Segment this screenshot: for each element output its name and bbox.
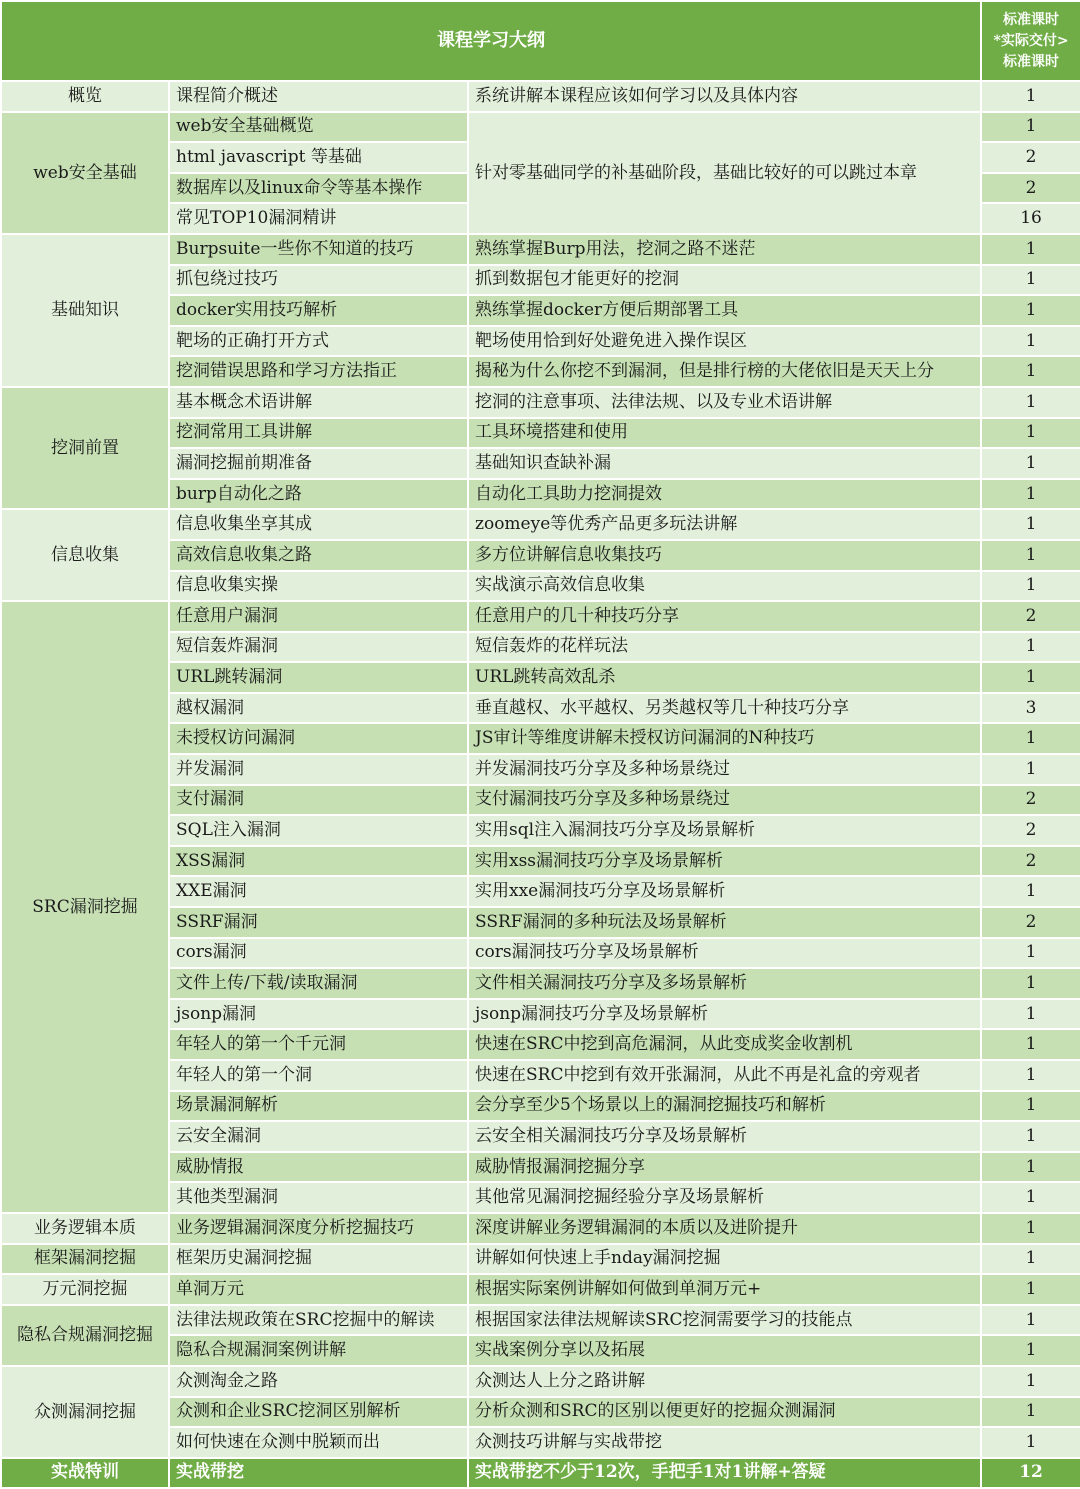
topic-cell: jsonp漏洞 bbox=[169, 999, 468, 1030]
hours-cell: 2 bbox=[981, 846, 1080, 877]
description-cell: 短信轰炸的花样玩法 bbox=[468, 632, 981, 663]
description-cell: 实用sql注入漏洞技巧分享及场景解析 bbox=[468, 815, 981, 846]
section-cell: 众测漏洞挖掘 bbox=[1, 1366, 169, 1458]
topic-cell: burp自动化之路 bbox=[169, 479, 468, 510]
topic-cell: 短信轰炸漏洞 bbox=[169, 632, 468, 663]
description-cell: 深度讲解业务逻辑漏洞的本质以及进阶提升 bbox=[468, 1213, 981, 1244]
hours-cell: 2 bbox=[981, 601, 1080, 632]
hours-cell: 1 bbox=[981, 571, 1080, 602]
description-cell: 众测达人上分之路讲解 bbox=[468, 1366, 981, 1397]
hours-header-line3: 标准课时 bbox=[1003, 53, 1060, 70]
topic-cell: 挖洞错误思路和学习方法指正 bbox=[169, 356, 468, 387]
description-cell: 实战演示高效信息收集 bbox=[468, 571, 981, 602]
topic-cell: 场景漏洞解析 bbox=[169, 1091, 468, 1122]
description-cell: 自动化工具助力挖洞提效 bbox=[468, 479, 981, 510]
hours-cell: 1 bbox=[981, 1182, 1080, 1213]
section-cell: 概览 bbox=[1, 81, 169, 112]
footer-desc: 实战带挖不少于12次，手把手1对1讲解+答疑 bbox=[468, 1458, 981, 1488]
hours-cell: 1 bbox=[981, 1152, 1080, 1183]
table-row bbox=[1, 234, 1080, 265]
description-cell: 系统讲解本课程应该如何学习以及具体内容 bbox=[468, 81, 981, 112]
description-cell: 分析众测和SRC的区别以便更好的挖掘众测漏洞 bbox=[468, 1397, 981, 1428]
hours-cell: 1 bbox=[981, 1121, 1080, 1152]
description-cell: 实战案例分享以及拓展 bbox=[468, 1335, 981, 1366]
topic-cell: docker实用技巧解析 bbox=[169, 295, 468, 326]
hours-cell: 1 bbox=[981, 723, 1080, 754]
description-cell: 熟练掌握Burp用法，挖洞之路不迷茫 bbox=[468, 234, 981, 265]
hours-cell: 1 bbox=[981, 1335, 1080, 1366]
table-row bbox=[1, 387, 1080, 418]
hours-cell: 2 bbox=[981, 815, 1080, 846]
description-cell: 靶场使用恰到好处避免进入操作误区 bbox=[468, 326, 981, 357]
hours-cell: 1 bbox=[981, 1244, 1080, 1275]
description-cell: 其他常见漏洞挖掘经验分享及场景解析 bbox=[468, 1182, 981, 1213]
topic-cell: 众测和企业SRC挖洞区别解析 bbox=[169, 1397, 468, 1428]
section-cell: 框架漏洞挖掘 bbox=[1, 1244, 169, 1275]
description-cell: 讲解如何快速上手nday漏洞挖掘 bbox=[468, 1244, 981, 1275]
description-cell: 支付漏洞技巧分享及多种场景绕过 bbox=[468, 785, 981, 816]
footer-row bbox=[1, 1458, 1080, 1488]
description-cell: 工具环境搭建和使用 bbox=[468, 418, 981, 449]
hours-cell: 1 bbox=[981, 1397, 1080, 1428]
table-row bbox=[1, 601, 1080, 632]
description-cell: 快速在SRC中挖到高危漏洞，从此变成奖金收割机 bbox=[468, 1029, 981, 1060]
hours-cell: 1 bbox=[981, 1213, 1080, 1244]
topic-cell: 漏洞挖掘前期准备 bbox=[169, 448, 468, 479]
topic-cell: 挖洞常用工具讲解 bbox=[169, 418, 468, 449]
table-row bbox=[1, 81, 1080, 112]
topic-cell: cors漏洞 bbox=[169, 938, 468, 969]
footer-topic: 实战带挖 bbox=[169, 1458, 468, 1488]
topic-cell: 信息收集坐享其成 bbox=[169, 509, 468, 540]
table-row bbox=[1, 1274, 1080, 1305]
hours-cell: 1 bbox=[981, 1091, 1080, 1122]
topic-cell: 文件上传/下载/读取漏洞 bbox=[169, 968, 468, 999]
description-cell: 挖洞的注意事项、法律法规、以及专业术语讲解 bbox=[468, 387, 981, 418]
hours-cell: 2 bbox=[981, 142, 1080, 173]
hours-cell: 1 bbox=[981, 387, 1080, 418]
hours-cell: 1 bbox=[981, 754, 1080, 785]
description-cell: 根据国家法律法规解读SRC挖洞需要学习的技能点 bbox=[468, 1305, 981, 1336]
description-cell: 任意用户的几十种技巧分享 bbox=[468, 601, 981, 632]
topic-cell: 课程简介概述 bbox=[169, 81, 468, 112]
hours-cell: 1 bbox=[981, 81, 1080, 112]
description-cell: 揭秘为什么你挖不到漏洞，但是排行榜的大佬依旧是天天上分 bbox=[468, 356, 981, 387]
section-cell: SRC漏洞挖掘 bbox=[1, 601, 169, 1213]
description-cell: zoomeye等优秀产品更多玩法讲解 bbox=[468, 509, 981, 540]
topic-cell: URL跳转漏洞 bbox=[169, 662, 468, 693]
description-cell: 快速在SRC中挖到有效开张漏洞，从此不再是礼盒的旁观者 bbox=[468, 1060, 981, 1091]
description-cell: 实用xss漏洞技巧分享及场景解析 bbox=[468, 846, 981, 877]
topic-cell: 未授权访问漏洞 bbox=[169, 723, 468, 754]
topic-cell: 信息收集实操 bbox=[169, 571, 468, 602]
topic-cell: 单洞万元 bbox=[169, 1274, 468, 1305]
topic-cell: Burpsuite一些你不知道的技巧 bbox=[169, 234, 468, 265]
hours-cell: 1 bbox=[981, 295, 1080, 326]
hours-column-header bbox=[981, 1, 1080, 81]
topic-cell: 抓包绕过技巧 bbox=[169, 265, 468, 296]
topic-cell: 威胁情报 bbox=[169, 1152, 468, 1183]
description-cell: SSRF漏洞的多种玩法及场景解析 bbox=[468, 907, 981, 938]
footer-section: 实战特训 bbox=[1, 1458, 169, 1488]
topic-cell: 众测淘金之路 bbox=[169, 1366, 468, 1397]
section-cell: 挖洞前置 bbox=[1, 387, 169, 509]
topic-cell: 数据库以及linux命令等基本操作 bbox=[169, 173, 468, 204]
section-cell: web安全基础 bbox=[1, 112, 169, 234]
table-row bbox=[1, 1244, 1080, 1275]
hours-cell: 1 bbox=[981, 1366, 1080, 1397]
topic-cell: SSRF漏洞 bbox=[169, 907, 468, 938]
hours-cell: 1 bbox=[981, 234, 1080, 265]
topic-cell: 如何快速在众测中脱颖而出 bbox=[169, 1427, 468, 1458]
hours-cell: 16 bbox=[981, 203, 1080, 234]
topic-cell: web安全基础概览 bbox=[169, 112, 468, 143]
hours-cell: 1 bbox=[981, 326, 1080, 357]
description-cell: 文件相关漏洞技巧分享及多场景解析 bbox=[468, 968, 981, 999]
hours-cell: 2 bbox=[981, 907, 1080, 938]
topic-cell: 法律法规政策在SRC挖掘中的解读 bbox=[169, 1305, 468, 1336]
table-row bbox=[1, 112, 1080, 143]
hours-cell: 1 bbox=[981, 968, 1080, 999]
header-row bbox=[1, 1, 1080, 81]
description-cell: URL跳转高效乱杀 bbox=[468, 662, 981, 693]
hours-cell: 1 bbox=[981, 1305, 1080, 1336]
description-cell: 多方位讲解信息收集技巧 bbox=[468, 540, 981, 571]
description-cell: 威胁情报漏洞挖掘分享 bbox=[468, 1152, 981, 1183]
hours-cell: 2 bbox=[981, 785, 1080, 816]
hours-cell: 1 bbox=[981, 479, 1080, 510]
hours-cell: 1 bbox=[981, 509, 1080, 540]
hours-cell: 1 bbox=[981, 448, 1080, 479]
topic-cell: 业务逻辑漏洞深度分析挖掘技巧 bbox=[169, 1213, 468, 1244]
topic-cell: 支付漏洞 bbox=[169, 785, 468, 816]
topic-cell: 框架历史漏洞挖掘 bbox=[169, 1244, 468, 1275]
description-cell: 并发漏洞技巧分享及多种场景绕过 bbox=[468, 754, 981, 785]
description-cell: 云安全相关漏洞技巧分享及场景解析 bbox=[468, 1121, 981, 1152]
hours-cell: 1 bbox=[981, 1060, 1080, 1091]
hours-cell: 1 bbox=[981, 265, 1080, 296]
hours-cell: 1 bbox=[981, 999, 1080, 1030]
hours-cell: 1 bbox=[981, 938, 1080, 969]
description-cell: JS审计等维度讲解未授权访问漏洞的N种技巧 bbox=[468, 723, 981, 754]
description-cell: 根据实际案例讲解如何做到单洞万元+ bbox=[468, 1274, 981, 1305]
topic-cell: 并发漏洞 bbox=[169, 754, 468, 785]
hours-cell: 1 bbox=[981, 418, 1080, 449]
table-row bbox=[1, 1305, 1080, 1336]
hours-cell: 1 bbox=[981, 1029, 1080, 1060]
topic-cell: 靶场的正确打开方式 bbox=[169, 326, 468, 357]
hours-header-line2: *实际交付> bbox=[993, 32, 1069, 49]
topic-cell: 年轻人的第一个洞 bbox=[169, 1060, 468, 1091]
description-cell: 众测技巧讲解与实战带挖 bbox=[468, 1427, 981, 1458]
description-cell: 会分享至少5个场景以上的漏洞挖掘技巧和解析 bbox=[468, 1091, 981, 1122]
hours-cell: 1 bbox=[981, 356, 1080, 387]
description-cell: 实用xxe漏洞技巧分享及场景解析 bbox=[468, 876, 981, 907]
section-cell: 万元洞挖掘 bbox=[1, 1274, 169, 1305]
hours-cell: 2 bbox=[981, 173, 1080, 204]
topic-cell: SQL注入漏洞 bbox=[169, 815, 468, 846]
topic-cell: XXE漏洞 bbox=[169, 876, 468, 907]
description-cell: 针对零基础同学的补基础阶段，基础比较好的可以跳过本章 bbox=[468, 112, 981, 234]
topic-cell: html javascript 等基础 bbox=[169, 142, 468, 173]
topic-cell: XSS漏洞 bbox=[169, 846, 468, 877]
topic-cell: 基本概念术语讲解 bbox=[169, 387, 468, 418]
table-row bbox=[1, 1366, 1080, 1397]
topic-cell: 年轻人的第一个千元洞 bbox=[169, 1029, 468, 1060]
topic-cell: 常见TOP10漏洞精讲 bbox=[169, 203, 468, 234]
description-cell: cors漏洞技巧分享及场景解析 bbox=[468, 938, 981, 969]
hours-cell: 1 bbox=[981, 540, 1080, 571]
description-cell: 抓到数据包才能更好的挖洞 bbox=[468, 265, 981, 296]
description-cell: 熟练掌握docker方便后期部署工具 bbox=[468, 295, 981, 326]
table-row bbox=[1, 509, 1080, 540]
hours-cell: 1 bbox=[981, 1427, 1080, 1458]
hours-cell: 1 bbox=[981, 632, 1080, 663]
description-cell: 垂直越权、水平越权、另类越权等几十种技巧分享 bbox=[468, 693, 981, 724]
section-cell: 隐私合规漏洞挖掘 bbox=[1, 1305, 169, 1366]
topic-cell: 任意用户漏洞 bbox=[169, 601, 468, 632]
table-row bbox=[1, 1213, 1080, 1244]
description-cell: jsonp漏洞技巧分享及场景解析 bbox=[468, 999, 981, 1030]
section-cell: 信息收集 bbox=[1, 509, 169, 601]
footer-hours: 12 bbox=[981, 1458, 1080, 1488]
hours-cell: 1 bbox=[981, 876, 1080, 907]
section-cell: 业务逻辑本质 bbox=[1, 1213, 169, 1244]
hours-cell: 1 bbox=[981, 112, 1080, 143]
topic-cell: 越权漏洞 bbox=[169, 693, 468, 724]
hours-cell: 1 bbox=[981, 1274, 1080, 1305]
topic-cell: 其他类型漏洞 bbox=[169, 1182, 468, 1213]
table-title: 课程学习大纲 bbox=[1, 1, 981, 81]
hours-header-line1: 标准课时 bbox=[1003, 11, 1060, 28]
topic-cell: 高效信息收集之路 bbox=[169, 540, 468, 571]
hours-cell: 3 bbox=[981, 693, 1080, 724]
description-cell: 基础知识查缺补漏 bbox=[468, 448, 981, 479]
section-cell: 基础知识 bbox=[1, 234, 169, 387]
topic-cell: 云安全漏洞 bbox=[169, 1121, 468, 1152]
topic-cell: 隐私合规漏洞案例讲解 bbox=[169, 1335, 468, 1366]
hours-cell: 1 bbox=[981, 662, 1080, 693]
